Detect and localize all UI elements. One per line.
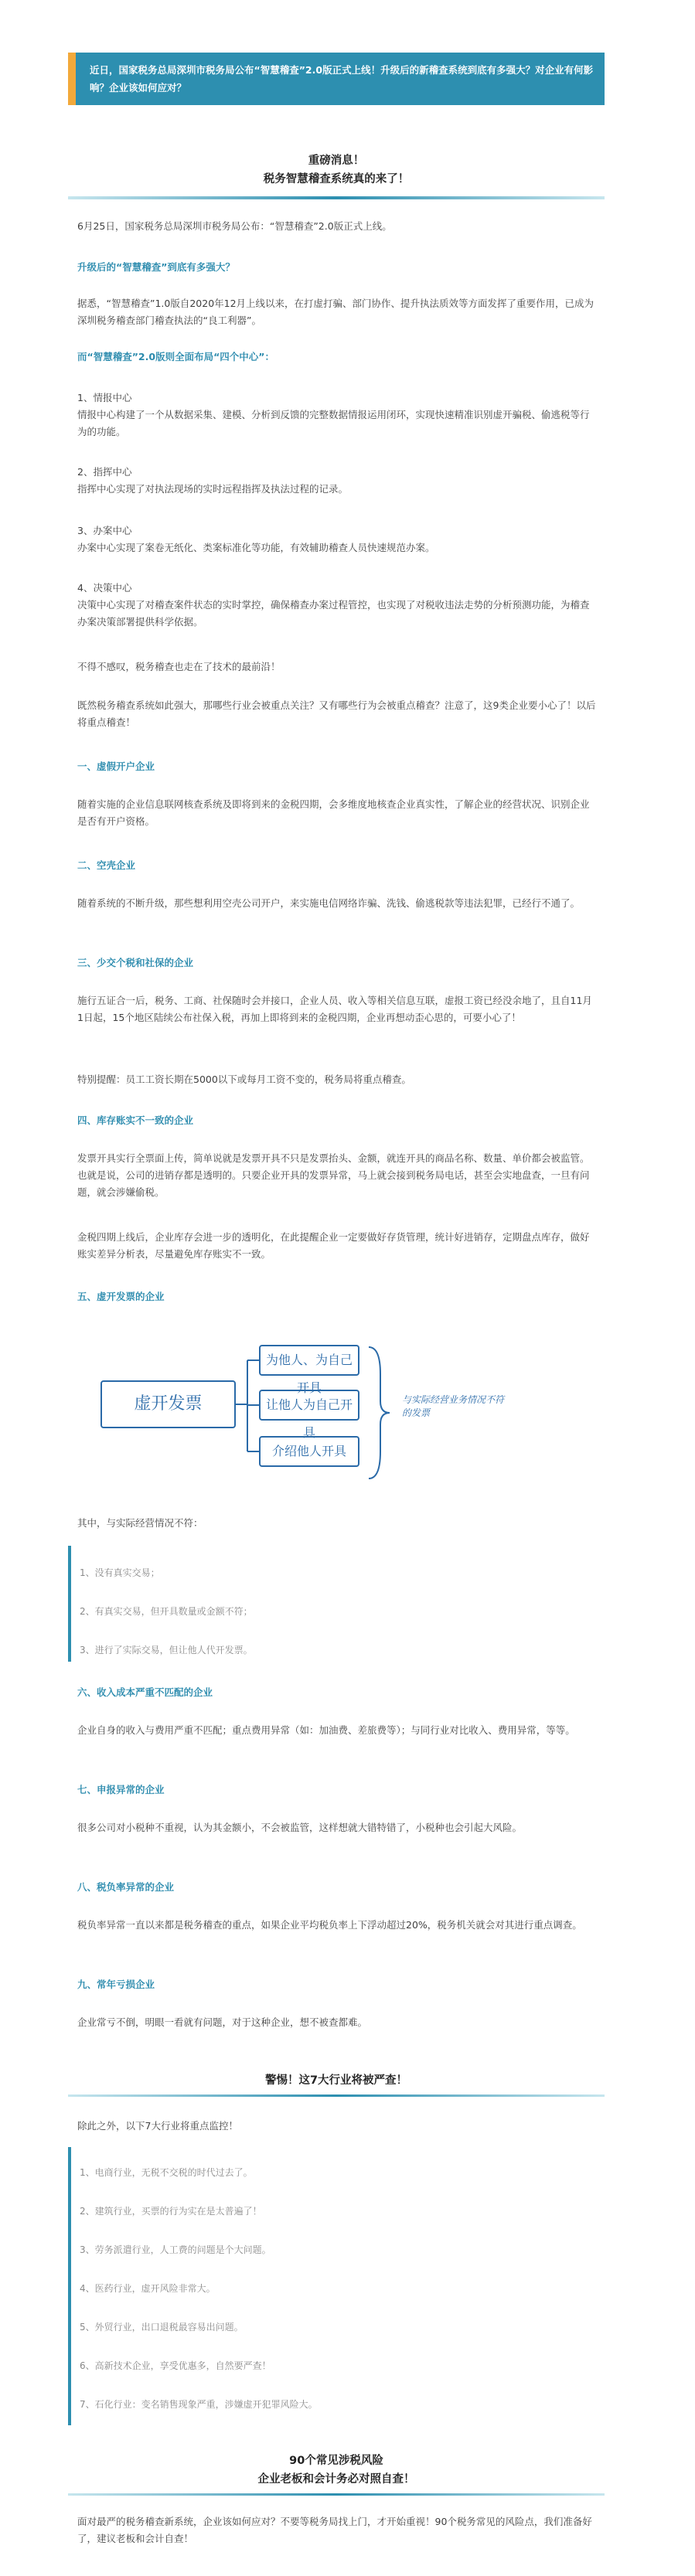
intro-line-1: 重磅消息！ xyxy=(308,155,365,167)
center-desc: 办案中心实现了案卷无纸化、类案标准化等功能，有效辅助稽查人员快速规范办案。 xyxy=(77,542,435,553)
paragraph: 企业常亏不倒，明眼一看就有问题，对于这种企业，想不被查都难。 xyxy=(77,2016,368,2028)
footer-title-1: 90个常见涉税风险 xyxy=(289,2455,383,2467)
divider xyxy=(68,2493,605,2496)
warning-title: 警惕！这7大行业将被严查！ xyxy=(264,2074,408,2087)
paragraph: 税负率异常一直以来都是税务稽查的重点，如果企业平均税负率上下浮动超过20%，税务机关就会对其进行重点调查。 xyxy=(77,1919,582,1931)
paragraph: 其中，与实际经营情况不符： xyxy=(77,1517,203,1529)
industry-item: 3、劳务派遣行业，人工费的问题是个大问题。 xyxy=(80,2244,271,2255)
paragraph: 发票开具实行全票面上传，简单说就是发票开具不只是发票抬头、金额，就连开具的商品名称、数量、单价都会被监管。也就是说，公司的进销存都是透明的。只要企业开具的发票异常，马上就会接到税务局电话，甚至会实地盘查，一旦有问题，就会涉嫌偷税。 xyxy=(77,1152,590,1198)
industry-item: 1、电商行业，无税不交税的时代过去了。 xyxy=(80,2167,253,2178)
center-desc: 决策中心实现了对稽查案件状态的实时掌控，确保稽查办案过程管控，也实现了对税收违法走势的分析预测功能，为稽查办案决策部署提供科学依据。 xyxy=(77,599,590,628)
section-heading: 九、常年亏损企业 xyxy=(77,1979,155,1990)
center-title: 3、办案中心 xyxy=(77,525,132,536)
section-heading: 六、收入成本严重不匹配的企业 xyxy=(77,1686,213,1698)
industry-item: 2、建筑行业，买票的行为实在是太普遍了！ xyxy=(80,2206,262,2217)
section-heading: 八、税负率异常的企业 xyxy=(77,1881,175,1893)
question-heading: 升级后的“智慧稽查”到底有多强大？ xyxy=(77,261,235,273)
diagram-branch-b: 让他人为自己开具 xyxy=(259,1390,359,1421)
industry-item: 7、石化行业：变名销售现象严重，涉嫌虚开犯罪风险大。 xyxy=(80,2399,318,2410)
paragraph: 6月25日，国家税务总局深圳市税务局公布：“智慧稽查”2.0版正式上线。 xyxy=(77,220,392,232)
section-heading: 二、空壳企业 xyxy=(77,859,136,871)
industry-item: 6、高新技术企业，享受优惠多，自然要严查！ xyxy=(80,2360,271,2371)
industry-item: 4、医药行业，虚开风险非常大。 xyxy=(80,2283,216,2294)
paragraph: 企业自身的收入与费用严重不匹配；重点费用异常（如：加油费、差旅费等）；与同行业对比收入、费用异常，等等。 xyxy=(77,1724,575,1736)
quote-bar xyxy=(68,2147,71,2425)
quote-item: 2、有真实交易，但开具数量或金额不符； xyxy=(80,1606,253,1617)
center-desc: 情报中心构建了一个从数据采集、建模、分析到反馈的完整数据情报运用闭环，实现快速精准识别虚开骗税、偷逃税等行为的功能。 xyxy=(77,409,590,437)
section-heading: 七、申报异常的企业 xyxy=(77,1784,165,1795)
section-heading: 三、少交个税和社保的企业 xyxy=(77,957,194,968)
diagram-note: 与实际经营业务情况不符的发票 xyxy=(402,1394,505,1418)
center-desc: 指挥中心实现了对执法现场的实时远程指挥及执法过程的记录。 xyxy=(77,483,349,495)
paragraph: 不得不感叹，税务稽查也走在了技术的最前沿！ xyxy=(77,661,281,672)
quote-bar xyxy=(68,1546,71,1662)
paragraph: 特别提醒：员工工资长期在5000以下或每月工资不变的，税务局将重点稽查。 xyxy=(77,1074,411,1085)
diagram-branch-a: 为他人、为自己开具 xyxy=(259,1345,359,1376)
intro-line-2: 税务智慧稽查系统真的来了！ xyxy=(263,173,410,185)
industry-item: 5、外贸行业，出口退税最容易出问题。 xyxy=(80,2322,244,2333)
section-heading: 四、库存账实不一致的企业 xyxy=(77,1114,194,1126)
footer-title-2: 企业老板和会计务必对照自查！ xyxy=(257,2473,415,2486)
paragraph: 随着系统的不断升级，那些想利用空壳公司开户，来实施电信网络诈骗、洗钱、偷逃税款等违法犯罪，已经行不通了。 xyxy=(77,897,581,909)
paragraph: 面对最严的税务稽查新系统，企业该如何应对？不要等税务局找上门，才开始重视！90个税务常见的风险点，我们准备好了，建议老板和会计自查！ xyxy=(77,2516,592,2544)
center-title: 2、指挥中心 xyxy=(77,466,132,478)
divider xyxy=(68,2094,605,2097)
divider xyxy=(68,196,605,199)
diagram-branch-c: 介绍他人开具 xyxy=(259,1436,359,1467)
quote-item: 1、没有真实交易； xyxy=(80,1567,160,1578)
paragraph: 施行五证合一后，税务、工商、社保随时会并接口，企业人员、收入等相关信息互联，虚报工资已经没余地了，且自11月1日起，15个地区陆续公布社保入税，再加上即将到来的金税四期，企业再想动歪心思的，可要小心了！ xyxy=(77,995,592,1023)
paragraph: 据悉，“智慧稽查”1.0版自2020年12月上线以来，在打虚打骗、部门协作、提升执法质效等方面发挥了重要作用，已成为深圳税务稽查部门稽查执法的“良工利器”。 xyxy=(77,298,594,326)
right-brace-icon xyxy=(365,1343,396,1482)
paragraph: 随着实施的企业信息联网核查系统及即将到来的金税四期，会多维度地核查企业真实性，了解企业的经营状况、识别企业是否有开户资格。 xyxy=(77,798,590,827)
lead-banner: 近日，国家税务总局深圳市税务局公布“智慧稽查”2.0版正式上线！升级后的新稽查系统到底有多强大？对企业有何影响？企业该如何应对？ xyxy=(68,53,605,105)
diagram-main: 虚开发票 xyxy=(101,1380,236,1428)
paragraph: 很多公司对小税种不重视，认为其金额小，不会被监管，这样想就大错特错了，小税种也会引起大风险。 xyxy=(77,1822,523,1833)
question-heading: 而“智慧稽查”2.0版则全面布局“四个中心”： xyxy=(77,351,275,362)
paragraph: 除此之外，以下7大行业将重点监控！ xyxy=(77,2120,238,2132)
quote-item: 3、进行了实际交易，但让他人代开发票。 xyxy=(80,1645,253,1656)
section-heading: 五、虚开发票的企业 xyxy=(77,1291,165,1302)
section-heading: 一、虚假开户企业 xyxy=(77,761,155,772)
paragraph: 既然税务稽查系统如此强大，那哪些行业会被重点关注？又有哪些行为会被重点稽查？注意了，这9类企业要小心了！以后将重点稽查！ xyxy=(77,699,596,728)
center-title: 4、决策中心 xyxy=(77,582,132,594)
paragraph: 金税四期上线后，企业库存会进一步的透明化，在此提醒企业一定要做好存货管理，统计好进销存，定期盘点库存，做好账实差异分析表，尽量避免库存账实不一致。 xyxy=(77,1231,590,1260)
invoice-diagram xyxy=(93,1343,541,1482)
center-title: 1、情报中心 xyxy=(77,392,132,403)
